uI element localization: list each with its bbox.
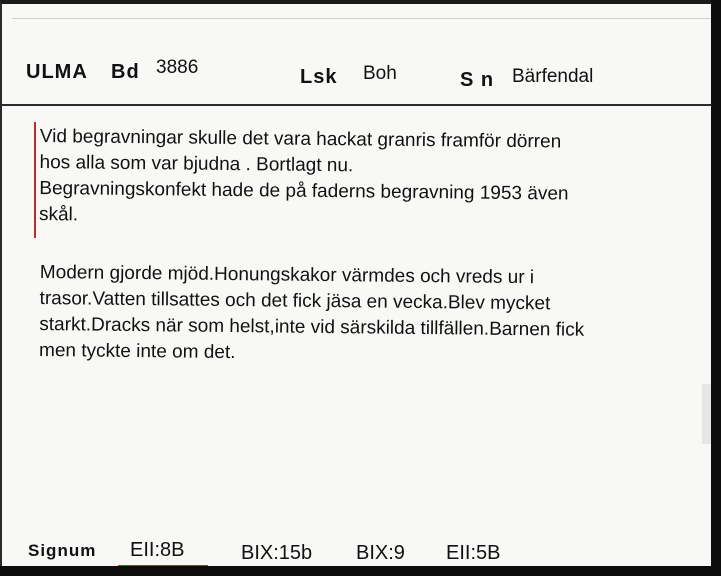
signum-code: BIX:15b — [241, 542, 313, 564]
lsk-label: Lsk — [300, 66, 338, 88]
lsk-value: Boh — [363, 63, 397, 84]
sn-value: Bärfendal — [512, 66, 594, 87]
text-line: Modern gjorde mjöd.Honungskakor värmdes och vreds ur i — [39, 261, 535, 289]
red-margin-mark — [34, 122, 36, 238]
bd-label: Bd — [111, 61, 140, 83]
paragraph-mead — [39, 260, 710, 371]
text-line: men tyckte inte om det. — [38, 339, 236, 364]
text-line: starkt.Dracks när som helst,inte vid särskilda tillfällen.Barnen fick — [39, 313, 585, 341]
scan-edge-right — [711, 0, 721, 576]
text-line: Vid begravningar skulle det vara hackat granris framför dörren — [39, 125, 562, 153]
ulma-label: ULMA — [26, 61, 88, 83]
text-line: hos alla som var bjudna . Bortlagt nu. — [39, 151, 354, 177]
bd-value: 3886 — [156, 57, 199, 78]
signum-label: Signum — [28, 541, 97, 560]
sn-label: S n — [460, 69, 495, 91]
header-divider — [2, 104, 713, 106]
text-line: trasor.Vatten tillsattes och det fick jäsa en vecka.Blev mycket — [39, 287, 551, 315]
scan-edge-bottom — [0, 566, 721, 576]
signum-code: BIX:9 — [356, 542, 405, 564]
text-line: Begravningskonfekt hade de på faderns begravning 1953 även — [39, 177, 569, 205]
signum-code: EII:5B — [446, 542, 501, 564]
top-rule — [12, 18, 712, 19]
text-line: skål. — [38, 203, 79, 226]
signum-code: EII:8B — [130, 539, 185, 561]
paragraph-funeral — [39, 124, 710, 235]
